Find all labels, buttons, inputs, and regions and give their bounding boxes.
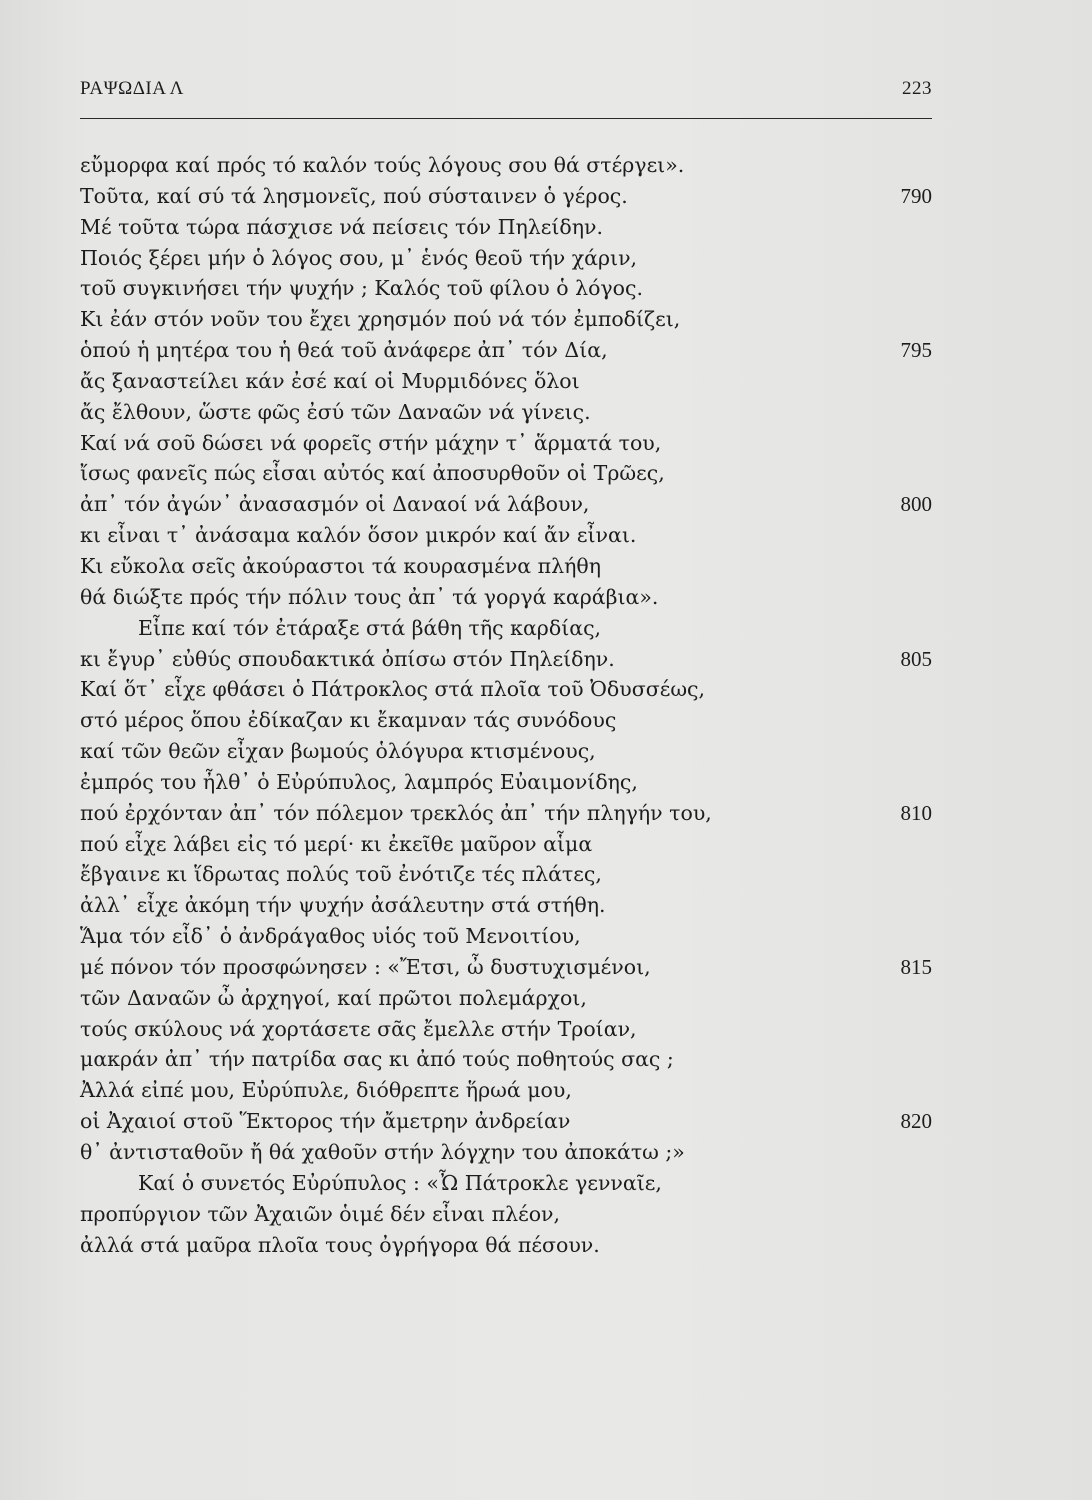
verse-line	[80, 1075, 932, 1106]
verse-text: ὁπού ἡ μητέρα του ἡ θεά τοῦ ἀνάφερε ἀπ᾿ τόν Δία,	[80, 338, 608, 363]
verse-text: Εἶπε καί τόν ἐτάραξε στά βάθη τῆς καρδίας,	[138, 615, 602, 640]
verse-line	[80, 1044, 932, 1075]
verse-text: ἐμπρός του ἦλθ᾿ ὁ Εὐρύπυλος, λαμπρός Εὐαιμονίδης,	[80, 769, 638, 794]
verse-line	[80, 921, 932, 952]
verse-line	[80, 458, 932, 489]
line-number: 810	[900, 800, 932, 825]
verse-text: κι εἶναι τ᾿ ἀνάσαμα καλόν ὅσον μικρόν καί ἄν εἶναι.	[80, 523, 637, 548]
verse-text: Ἅμα τόν εἶδ᾿ ὁ ἀνδράγαθος υἱός τοῦ Μενοιτίου,	[80, 924, 581, 949]
verse-line	[80, 181, 932, 212]
verse-line	[80, 1230, 932, 1261]
verse-text: ἀλλ᾿ εἶχε ἀκόμη τήν ψυχήν ἀσάλευτην στά στήθη.	[80, 893, 606, 918]
verse-text: θ᾿ ἀντισταθοῦν ἤ θά χαθοῦν στήν λόγχην του ἀποκάτω ;»	[80, 1140, 685, 1164]
verse-line	[80, 212, 932, 243]
verse-text: Καί νά σοῦ δώσει νά φορεῖς στήν μάχην τ᾿ ἅρματά του,	[80, 430, 662, 455]
verse-text: ἀλλά στά μαῦρα πλοῖα τους ὀγρήγορα θά πέσουν.	[80, 1232, 600, 1257]
verse-text: ἔβγαινε κι ἵδρωτας πολύς τοῦ ἐνότιζε τές πλάτες,	[80, 862, 602, 887]
verse-line	[80, 551, 932, 582]
line-number: 815	[900, 954, 932, 979]
verse-line	[80, 952, 932, 983]
verse-line	[80, 983, 932, 1014]
verse-text: μέ πόνον τόν προσφώνησεν : «Ἔτσι, ὦ δυστυχισμένοι,	[80, 954, 651, 979]
verse-line	[80, 243, 932, 274]
verse-text: Καί ὁ συνετός Εὐρύπυλος : «Ὦ Πάτροκλε γενναῖε,	[138, 1170, 662, 1195]
verse-line	[80, 644, 932, 675]
verse-text: Κι εὔκολα σεῖς ἀκούραστοι τά κουρασμένα πλήθη	[80, 553, 602, 578]
verse-line	[80, 613, 932, 644]
verse-line	[80, 705, 932, 736]
verse-line	[80, 1137, 932, 1168]
verse-line	[80, 890, 932, 921]
verse-text: Τοῦτα, καί σύ τά λησμονεῖς, πού σύσταινεν ὁ γέρος.	[80, 183, 628, 208]
verse-line	[80, 859, 932, 890]
verse-text: τούς σκύλους νά χορτάσετε σᾶς ἔμελλε στήν Τροίαν,	[80, 1016, 637, 1041]
verse-text: ἄς ξαναστείλει κάν ἐσέ καί οἱ Μυρμιδόνες ὅλοι	[80, 368, 580, 393]
verse-text: πού ἐρχόνταν ἀπ᾿ τόν πόλεμον τρεκλός ἀπ᾿ τήν πληγήν του,	[80, 800, 712, 825]
line-number: 790	[900, 183, 932, 208]
verse-line	[80, 767, 932, 798]
verse-text: ἀπ᾿ τόν ἀγών᾿ ἀνασασμόν οἱ Δαναοί νά λάβουν,	[80, 492, 590, 517]
verse-line	[80, 582, 932, 613]
verse-block	[80, 150, 932, 1260]
verse-text: Ποιός ξέρει μήν ὁ λόγος σου, μ᾿ ἑνός θεοῦ τήν χάριν,	[80, 245, 638, 270]
verse-text: ἴσως φανεῖς πώς εἶσαι αὐτός καί ἀποσυρθοῦν οἱ Τρῶες,	[80, 461, 665, 486]
verse-text: ἄς ἔλθουν, ὥστε φῶς ἐσύ τῶν Δαναῶν νά γίνεις.	[80, 399, 591, 424]
verse-line	[80, 1106, 932, 1137]
header-rule	[80, 118, 932, 119]
verse-text: θά διώξτε πρός τήν πόλιν τους ἀπ᾿ τά γοργά καράβια».	[80, 584, 659, 609]
verse-line	[80, 489, 932, 520]
verse-line	[80, 397, 932, 428]
verse-line	[80, 428, 932, 459]
verse-line	[80, 1199, 932, 1230]
verse-text: τοῦ συγκινήσει τήν ψυχήν ; Καλός τοῦ φίλου ὁ λόγος.	[80, 276, 644, 301]
verse-text: πού εἶχε λάβει εἰς τό μερί· κι ἐκεῖθε μαῦρον αἷμα	[80, 831, 593, 856]
verse-line	[80, 829, 932, 860]
verse-line	[80, 1168, 932, 1199]
verse-line	[80, 366, 932, 397]
line-number: 820	[900, 1109, 932, 1134]
verse-line	[80, 520, 932, 551]
verse-text: οἱ Ἀχαιοί στοῦ Ἕκτορος τήν ἄμετρην ἀνδρείαν	[80, 1109, 571, 1134]
verse-line	[80, 798, 932, 829]
verse-text: Κι ἐάν στόν νοῦν του ἔχει χρησμόν πού νά τόν ἐμποδίζει,	[80, 307, 681, 332]
line-number: 795	[900, 338, 932, 363]
verse-line	[80, 736, 932, 767]
verse-line	[80, 273, 932, 304]
verse-text: εὔμορφα καί πρός τό καλόν τούς λόγους σου θά στέργει».	[80, 153, 685, 177]
verse-line	[80, 335, 932, 366]
running-head	[80, 78, 932, 108]
verse-text: προπύργιον τῶν Ἀχαιῶν ὁιμέ δέν εἶναι πλέον,	[80, 1201, 561, 1226]
verse-text: κι ἔγυρ᾿ εὐθύς σπουδακτικά ὀπίσω στόν Πηλείδην.	[80, 646, 615, 671]
chapter-title: ΡΑΨΩΔΙΑ Λ	[80, 78, 184, 99]
verse-text: Καί ὅτ᾿ εἶχε φθάσει ὁ Πάτροκλος στά πλοῖα τοῦ Ὀδυσσέως,	[80, 677, 706, 702]
verse-line	[80, 1014, 932, 1045]
verse-text: τῶν Δαναῶν ὦ ἀρχηγοί, καί πρῶτοι πολεμάρχοι,	[80, 985, 587, 1010]
verse-text: Μέ τοῦτα τώρα πάσχισε νά πείσεις τόν Πηλείδην.	[80, 214, 604, 239]
verse-line	[80, 674, 932, 705]
page-number: 223	[902, 78, 932, 99]
verse-text: καί τῶν θεῶν εἶχαν βωμούς ὁλόγυρα κτισμένους,	[80, 739, 596, 764]
verse-text: μακράν ἀπ᾿ τήν πατρίδα σας κι ἀπό τούς ποθητούς σας ;	[80, 1047, 674, 1072]
line-number: 805	[900, 646, 932, 671]
verse-line	[80, 150, 932, 181]
line-number: 800	[900, 492, 932, 517]
verse-line	[80, 304, 932, 335]
verse-text: στό μέρος ὅπου ἐδίκαζαν κι ἔκαμναν τάς συνόδους	[80, 708, 617, 733]
verse-text: Ἀλλά εἰπέ μου, Εὐρύπυλε, διόθρεπτε ἥρωά μου,	[80, 1078, 572, 1103]
